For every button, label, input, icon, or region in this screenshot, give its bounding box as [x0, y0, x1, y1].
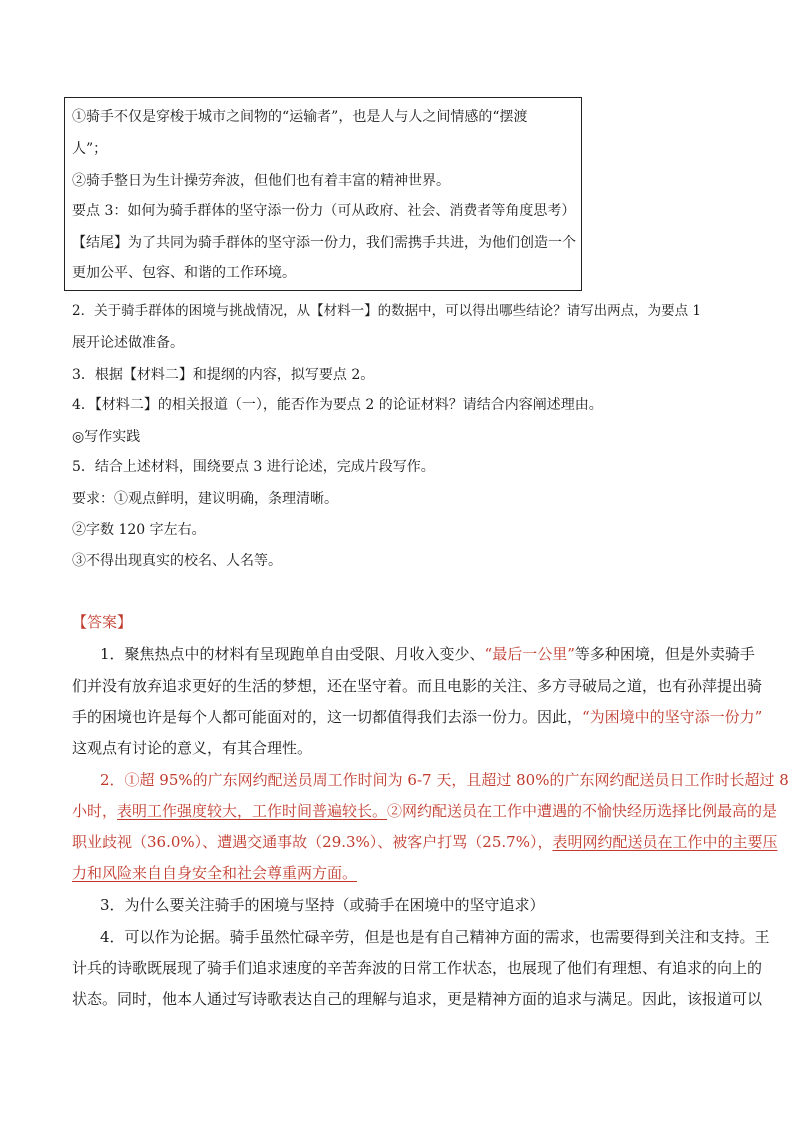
answer-4-line-1: 4．可以作为论据。骑手虽然忙碌辛劳，但是也是有自己精神方面的需求，也需要得到关注和支持。王	[100, 928, 770, 946]
outline-line-2: 人”；	[72, 141, 108, 157]
outline-line-3: ②骑手整日为生计操劳奔波，但他们也有着丰富的精神世界。	[72, 173, 450, 189]
section-writing-practice: ◎写作实践	[72, 429, 141, 445]
answer-4-line-2: 计兵的诗歌既展现了骑手们追求速度的辛苦奔波的日常工作状态，也展现了他们有理想、有追求的向上的	[72, 959, 763, 977]
answer-1-line-1	[100, 645, 755, 663]
question-4: 4．【材料二】的相关报道（一），能否作为要点 2 的论证材料？请结合内容阐述理由。	[72, 397, 603, 413]
answer-3: 3．为什么要关注骑手的困境与坚持（或骑手在困境中的坚守追求）	[100, 896, 545, 914]
outline-line-5: 【结尾】为了共同为骑手群体的坚守添一份力，我们需携手共进，为他们创造一个	[72, 235, 576, 251]
answer-1-line-3	[72, 708, 762, 726]
answer-2-line-2	[72, 802, 777, 820]
requirement-3: ③不得出现真实的校名、人名等。	[72, 553, 282, 569]
question-2-line-1: 2．关于骑手群体的困境与挑战情况，从【材料一】的数据中，可以得出哪些结论？请写出两点，为要点 1	[72, 303, 701, 319]
answer-1-line-4: 这观点有讨论的意义，有其合理性。	[72, 739, 313, 757]
answer-4-line-3: 状态。同时，他本人通过写诗歌表达自己的理解与追求，更是精神方面的追求与满足。因此，该报道可以	[72, 990, 763, 1008]
answer-1-line-2: 们并没有放弃追求更好的生活的梦想，还在坚守着。而且电影的关注、多方寻破局之道，也有孙萍提出骑	[72, 677, 763, 695]
question-3: 3．根据【材料二】和提纲的内容，拟写要点 2。	[72, 367, 375, 383]
answer-2-line-3	[72, 833, 777, 851]
answer-2-line-2-b: ②网约配送员在工作中遭遇的不愉快经历选择比例最高的是	[387, 802, 778, 820]
question-5: 5．结合上述材料，围绕要点 3 进行论述，完成片段写作。	[72, 459, 435, 475]
answer-2-line-3-a: 职业歧视（36.0%）、遭遇交通事故（29.3%）、被客户打骂（25.7%），	[72, 833, 553, 851]
answer-2-line-1: 2．①超 95%的广东网约配送员周工作时间为 6-7 天，且超过 80%的广东网约配送员日工作时长超过 8	[100, 771, 789, 789]
answer-1-quote-viewpoint: “为困境中的坚守添一份力”	[582, 708, 763, 726]
answer-header: 【答案】	[72, 613, 133, 631]
outline-box	[64, 97, 582, 291]
question-2-line-2: 展开论述做准备。	[72, 335, 184, 351]
answer-2-line-2-a: 小时，	[72, 802, 118, 820]
outline-line-1: ①骑手不仅是穿梭于城市之间物的“运输者”，也是人与人之间情感的“摆渡	[72, 109, 528, 125]
answer-1-line-3-a: 手的困境也许是每个人都可能面对的，这一切都值得我们去添一份力。因此，	[72, 708, 583, 726]
answer-1-line-1-b: 等多种困境，但是外卖骑手	[574, 645, 755, 663]
answer-1-line-1-a: 1．聚焦热点中的材料有呈现跑单自由受限、月收入变少、	[100, 645, 485, 663]
requirement-2: ②字数 120 字左右。	[72, 522, 206, 538]
answer-2-line-4: 力和风险来自自身安全和社会尊重两方面。	[72, 864, 358, 882]
outline-line-4: 要点 3：如何为骑手群体的坚守添一份力（可从政府、社会、消费者等角度思考）	[72, 203, 576, 219]
answer-1-quote-last-mile: “最后一公里”	[484, 645, 575, 663]
outline-line-6: 更加公平、包容、和谐的工作环境。	[72, 265, 296, 281]
requirement-1: 要求：①观点鲜明，建议明确，条理清晰。	[72, 491, 338, 507]
answer-2-conclusion-2: 表明网约配送员在工作中的主要压	[552, 833, 778, 851]
answer-2-conclusion-1: 表明工作强度较大，工作时间普遍较长。	[117, 802, 388, 820]
